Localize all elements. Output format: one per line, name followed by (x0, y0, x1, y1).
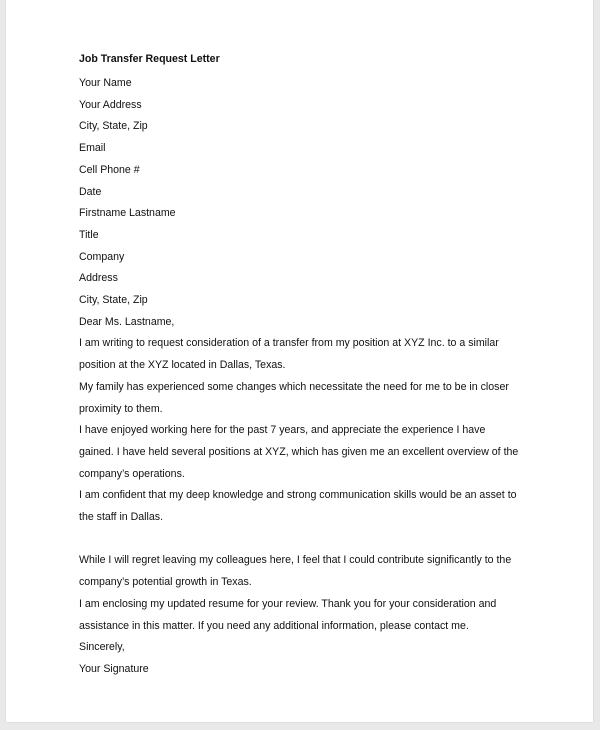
sender-phone: Cell Phone # (79, 163, 140, 176)
sender-name: Your Name (79, 77, 132, 89)
body-line: position at the XYZ located in Dallas, Texas. (79, 359, 286, 372)
recipient-title: Title (79, 228, 99, 241)
letter-title: Job Transfer Request Letter (79, 53, 220, 65)
body-line: I am confident that my deep knowledge and strong communication skills would be an asset to (79, 489, 517, 502)
letter-date: Date (79, 185, 102, 198)
signature: Your Signature (79, 662, 149, 675)
recipient-name: Firstname Lastname (79, 207, 176, 220)
body-line: My family has experienced some changes which necessitate the need for me to be in closer (79, 380, 509, 393)
letter-content (79, 51, 539, 681)
closing: Sincerely, (79, 641, 125, 654)
body-line: proximity to them. (79, 402, 163, 415)
body-line: I am writing to request consideration of a transfer from my position at XYZ Inc. to a similar (79, 337, 499, 350)
sender-email: Email (79, 142, 106, 155)
body-line: company’s operations. (79, 467, 185, 480)
body-line: company’s potential growth in Texas. (79, 576, 252, 589)
body-line: I am enclosing my updated resume for your review. Thank you for your consideration and (79, 597, 497, 610)
sender-address: Your Address (79, 98, 142, 111)
recipient-city-state-zip: City, State, Zip (79, 294, 148, 307)
body-line: I have enjoyed working here for the past 7 years, and appreciate the experience I have (79, 424, 486, 437)
paragraph-gap (79, 529, 539, 551)
body-line: gained. I have held several positions at XYZ, which has given me an excellent overview of the (79, 445, 519, 458)
salutation: Dear Ms. Lastname, (79, 315, 175, 328)
recipient-address: Address (79, 272, 118, 285)
body-line: the staff in Dallas. (79, 511, 164, 524)
document-page (6, 0, 593, 722)
body-line: assistance in this matter. If you need any additional information, please contact me. (79, 619, 469, 632)
recipient-company: Company (79, 250, 125, 263)
sender-city-state-zip: City, State, Zip (79, 120, 148, 133)
body-line: While I will regret leaving my colleagues here, I feel that I could contribute significantly to the (79, 554, 512, 567)
